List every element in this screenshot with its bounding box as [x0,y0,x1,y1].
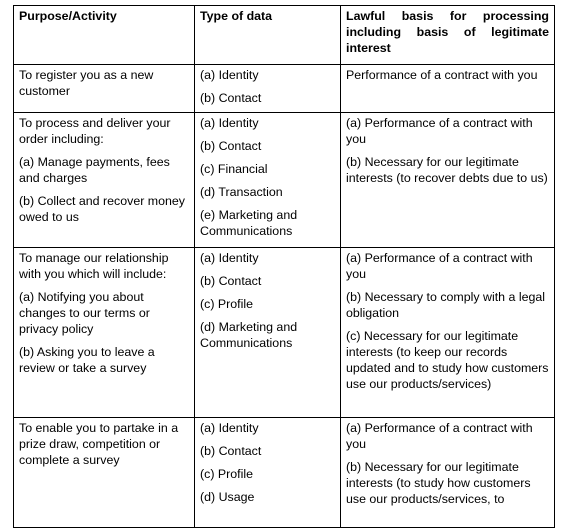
lawful-basis-cell [341,65,555,113]
table-header-row [14,6,555,65]
data-type-item: (d) Marketing and Communications [200,320,298,350]
lawful-basis-cell [341,418,555,528]
data-type-cell [195,418,341,528]
purpose-text: (b) Collect and recover money owed to us [19,194,185,224]
purpose-cell [14,248,195,418]
purpose-text: To enable you to partake in a prize draw, competition or complete a survey [19,421,179,467]
data-type-cell [195,65,341,113]
data-type-item: (d) Usage [200,490,255,504]
data-type-item: (a) Identity [200,251,259,265]
purpose-cell [14,113,195,248]
header-data-type: Type of data [195,6,341,65]
data-type-cell [195,248,341,418]
data-type-item: (b) Contact [200,274,262,288]
purpose-text: To manage our relationship with you which will include: [19,251,169,281]
purpose-text: (a) Manage payments, fees and charges [19,155,170,185]
basis-text: (a) Performance of a contract with you [346,116,533,146]
data-type-item: (a) Identity [200,116,259,130]
purpose-text: To register you as a new customer [19,68,154,98]
table-row [14,65,555,113]
purpose-text: (a) Notifying you about changes to our terms or privacy policy [19,290,150,336]
data-type-item: (e) Marketing and Communications [200,208,298,238]
data-type-item: (b) Contact [200,139,262,153]
basis-text: (c) Necessary for our legitimate interests (to keep our records updated and to study how customers use our products/services) [346,329,549,391]
header-purpose: Purpose/Activity [14,6,195,65]
data-type-item: (c) Financial [200,162,268,176]
data-type-item: (d) Transaction [200,185,283,199]
purpose-text: (b) Asking you to leave a review or take a survey [19,345,155,375]
basis-text: Performance of a contract with you [346,68,538,82]
purpose-text: To process and deliver your order including: [19,116,171,146]
data-type-item: (c) Profile [200,297,254,311]
basis-text: (b) Necessary to comply with a legal obligation [346,290,546,320]
lawful-basis-table [13,5,555,528]
data-type-item: (a) Identity [200,421,259,435]
purpose-cell [14,65,195,113]
data-type-item: (b) Contact [200,91,262,105]
table-row [14,248,555,418]
lawful-basis-cell [341,248,555,418]
table-row [14,418,555,528]
lawful-basis-cell [341,113,555,248]
basis-text: (a) Performance of a contract with you [346,251,533,281]
data-type-item: (a) Identity [200,68,259,82]
basis-text: (b) Necessary for our legitimate interests (to recover debts due to us) [346,155,548,185]
header-lawful-basis: Lawful basis for processing including basis of legitimate interest [341,6,555,65]
table-row [14,113,555,248]
basis-text: (a) Performance of a contract with you [346,421,533,451]
data-type-item: (c) Profile [200,467,254,481]
data-type-cell [195,113,341,248]
data-type-item: (b) Contact [200,444,262,458]
purpose-cell [14,418,195,528]
basis-text: (b) Necessary for our legitimate interests (to study how customers use our products/services, to [346,460,531,506]
